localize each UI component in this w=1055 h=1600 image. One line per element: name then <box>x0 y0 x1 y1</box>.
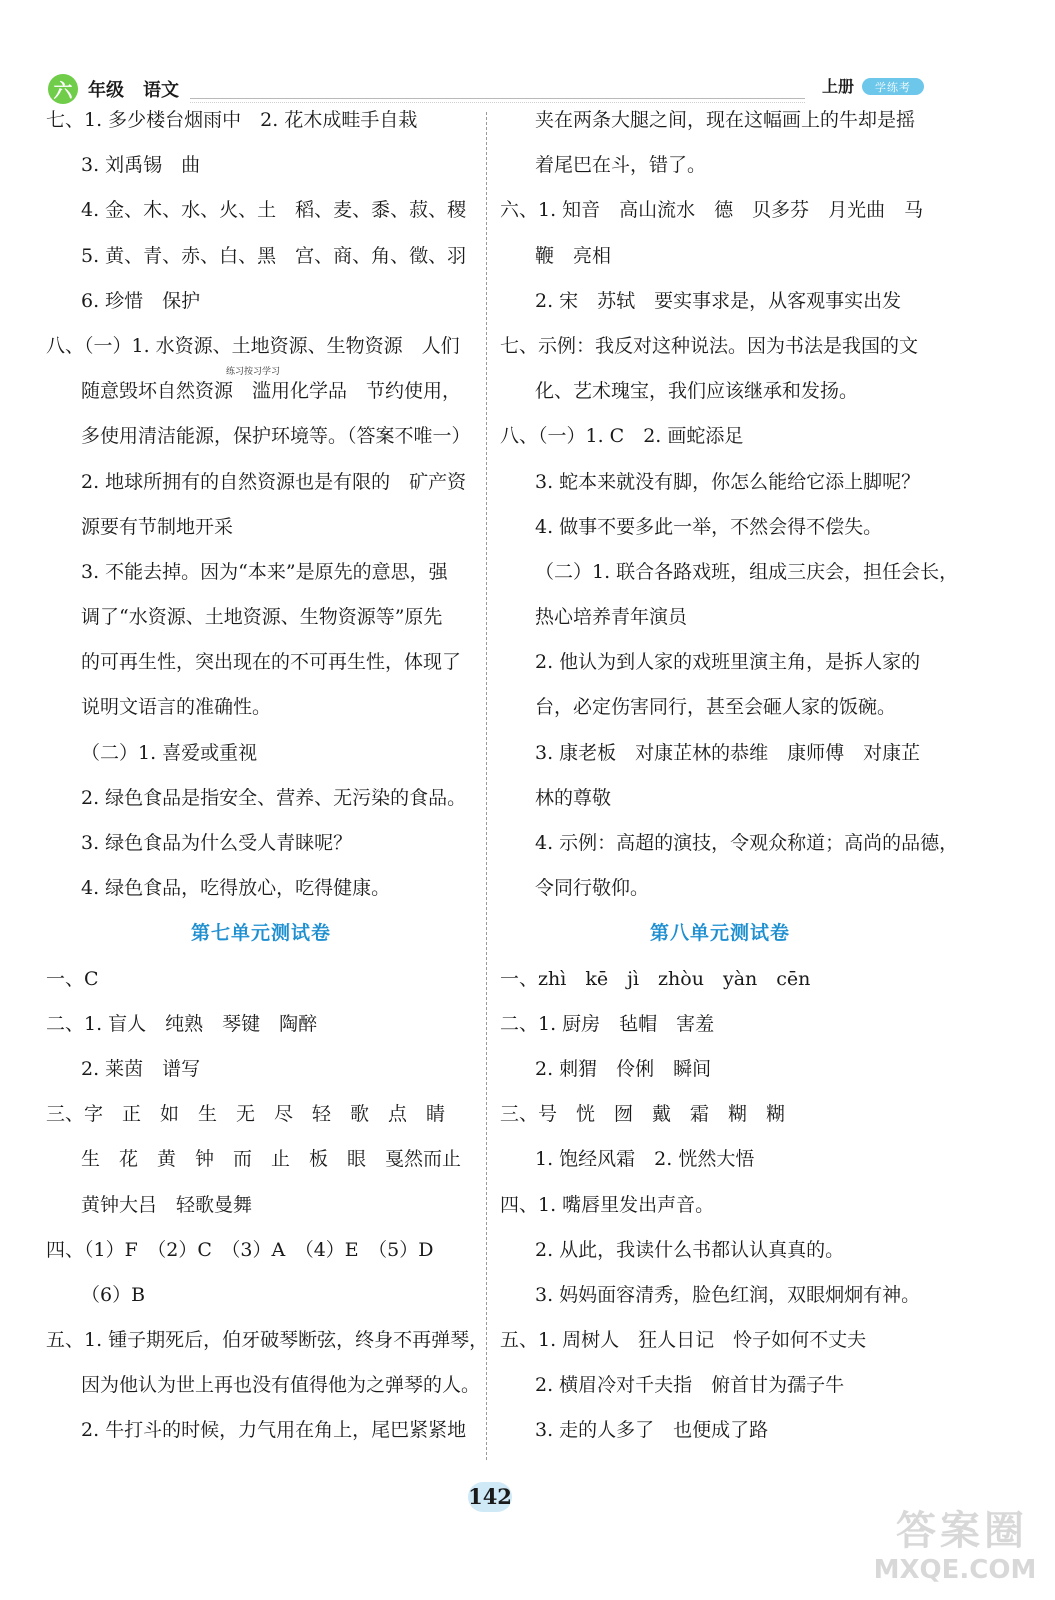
library-stamp-text: 练习按习学习 <box>226 367 281 377</box>
answer-line: 黄钟大吕 轻歌曼舞 <box>81 1193 253 1216</box>
answer-line: 2. 刺猬 伶俐 瞬间 <box>535 1057 712 1080</box>
answer-line: 4. 绿色食品，吃得放心，吃得健康。 <box>81 877 391 900</box>
answer-line: 2. 宋 苏轼 要实事求是，从客观事实出发 <box>535 289 902 312</box>
section-title-unit8: 第八单元测试卷 <box>649 922 790 945</box>
answer-line: 多使用清洁能源，保护环境等。（答案不唯一） <box>81 425 471 448</box>
watermark-domain: MXQE.COM <box>873 1555 1037 1585</box>
answer-line: 4. 做事不要多此一举，不然会得不偿失。 <box>535 515 883 538</box>
site-watermark <box>865 1499 1045 1594</box>
section-title-unit7: 第七单元测试卷 <box>190 922 331 945</box>
answer-line: 3. 刘禹锡 曲 <box>81 154 201 177</box>
answer-line: 3. 绿色食品为什么受人青睐呢？ <box>81 832 353 854</box>
answer-line: 调了“水资源、土地资源、生物资源等”原先 <box>81 606 443 629</box>
answer-line: 2. 地球所拥有的自然资源也是有限的 矿产资 <box>81 470 467 493</box>
answer-line: 2. 横眉冷对千夫指 俯首甘为孺子牛 <box>535 1374 845 1397</box>
answer-line: 七、示例：我反对这种说法。因为书法是我国的文 <box>500 334 919 357</box>
answer-line: 化、艺术瑰宝，我们应该继承和发扬。 <box>535 380 859 403</box>
answer-line: 三、字 正 如 生 无 尽 轻 歌 点 睛 <box>46 1103 446 1126</box>
answer-line: 6. 珍惜 保护 <box>81 289 201 312</box>
answer-line: 5. 黄、青、赤、白、黑 宫、商、角、徵、羽 <box>81 244 467 267</box>
answer-line: （6）B <box>81 1283 146 1306</box>
watermark-glyphs: 答案圈 <box>896 1508 1028 1554</box>
answer-line: 林的尊敬 <box>535 786 612 809</box>
answer-line: 2. 牛打斗的时候，力气用在角上，尾巴紧紧地 <box>81 1419 467 1442</box>
grade-label: 年级 <box>88 80 124 101</box>
answer-line: 热心培养青年演员 <box>535 606 688 629</box>
answer-line: 一、C <box>46 967 99 990</box>
answer-line: 2. 绿色食品是指安全、营养、无污染的食品。 <box>81 786 467 809</box>
answer-line: 1. 饱经风霜 2. 恍然大悟 <box>535 1148 755 1171</box>
answer-line: 3. 不能去掉。因为“本来”是原先的意思，强 <box>81 560 448 583</box>
answer-line: 五、1. 周树人 狂人日记 怜子如何不丈夫 <box>500 1329 867 1352</box>
answer-line: 一、zhì kē jì zhòu yàn cēn <box>500 967 811 990</box>
answer-line: 3. 妈妈面容清秀，脸色红润，双眼炯炯有神。 <box>535 1283 921 1306</box>
answer-line: 3. 康老板 对康芷林的恭维 康师傅 对康芷 <box>535 741 921 764</box>
answer-line: 二、1. 厨房 毡帽 害羞 <box>500 1012 715 1035</box>
answer-line: 2. 他认为到人家的戏班里演主角，是拆人家的 <box>535 651 921 674</box>
answer-line: 七、1. 多少楼台烟雨中 2. 花木成畦手自栽 <box>46 109 418 131</box>
answer-line: 鞭 亮相 <box>535 244 612 267</box>
answer-line: （二）1. 联合各路戏班，组成三庆会，担任会长， <box>535 560 959 583</box>
column-divider <box>486 112 487 1460</box>
answer-line: 四、（1）F （2）C （3）A （4）E （5）D <box>46 1238 434 1261</box>
answer-line: 八、（一）1. 水资源、土地资源、生物资源 人们 <box>46 334 460 357</box>
answer-line: 随意毁坏自然资源 滥用化学品 节约使用， <box>81 380 462 403</box>
answer-line: 说明文语言的准确性。 <box>81 696 272 719</box>
answer-line: 的可再生性，突出现在的不可再生性，体现了 <box>81 651 462 674</box>
page-number: 142 <box>468 1484 512 1509</box>
answer-line: 2. 从此，我读什么书都认认真真的。 <box>535 1238 845 1261</box>
page-header <box>0 0 1055 104</box>
answer-line: 生 花 黄 钟 而 止 板 眼 戛然而止 <box>81 1148 462 1171</box>
answer-line: 4. 示例：高超的演技，令观众称道；高尚的品德， <box>535 832 959 854</box>
right-column <box>500 98 959 1454</box>
answer-line: 3. 走的人多了 也便成了路 <box>535 1419 769 1442</box>
answer-line: 三、号 恍 囫 戴 霜 糊 糊 <box>500 1103 786 1126</box>
subject-label: 语文 <box>143 80 179 101</box>
answer-line: 着尾巴在斗，错了。 <box>535 154 707 177</box>
answer-line: 源要有节制地开采 <box>81 515 234 538</box>
answer-line: 3. 蛇本来就没有脚，你怎么能给它添上脚呢？ <box>535 470 921 493</box>
answer-line: 令同行敬仰。 <box>535 877 650 900</box>
answer-line: 4. 金、木、水、火、土 稻、麦、黍、菽、稷 <box>81 199 467 222</box>
answer-line: （二）1. 喜爱或重视 <box>81 741 258 764</box>
answer-line: 二、1. 盲人 纯熟 琴键 陶醉 <box>46 1012 318 1035</box>
answer-line: 因为他认为世上再也没有值得他为之弹琴的人。 <box>81 1374 481 1397</box>
volume-label: 上册 <box>822 77 855 96</box>
answer-line: 五、1. 锺子期死后，伯牙破琴断弦，终身不再弹琴， <box>46 1329 489 1352</box>
answer-line: 夹在两条大腿之间，现在这幅画上的牛却是摇 <box>535 109 916 131</box>
answer-line: 八、（一）1. C 2. 画蛇添足 <box>500 425 744 448</box>
answer-line: 台，必定伤害同行，甚至会砸人家的饭碗。 <box>535 696 897 719</box>
answer-line: 2. 莱茵 谱写 <box>81 1057 201 1080</box>
series-badge: 学练考 <box>862 78 924 95</box>
left-column <box>46 98 489 1454</box>
answer-line: 四、1. 嘴唇里发出声音。 <box>500 1193 715 1216</box>
answer-line: 六、1. 知音 高山流水 德 贝多芬 月光曲 马 <box>500 199 924 222</box>
grade-badge: 六 <box>48 74 78 104</box>
